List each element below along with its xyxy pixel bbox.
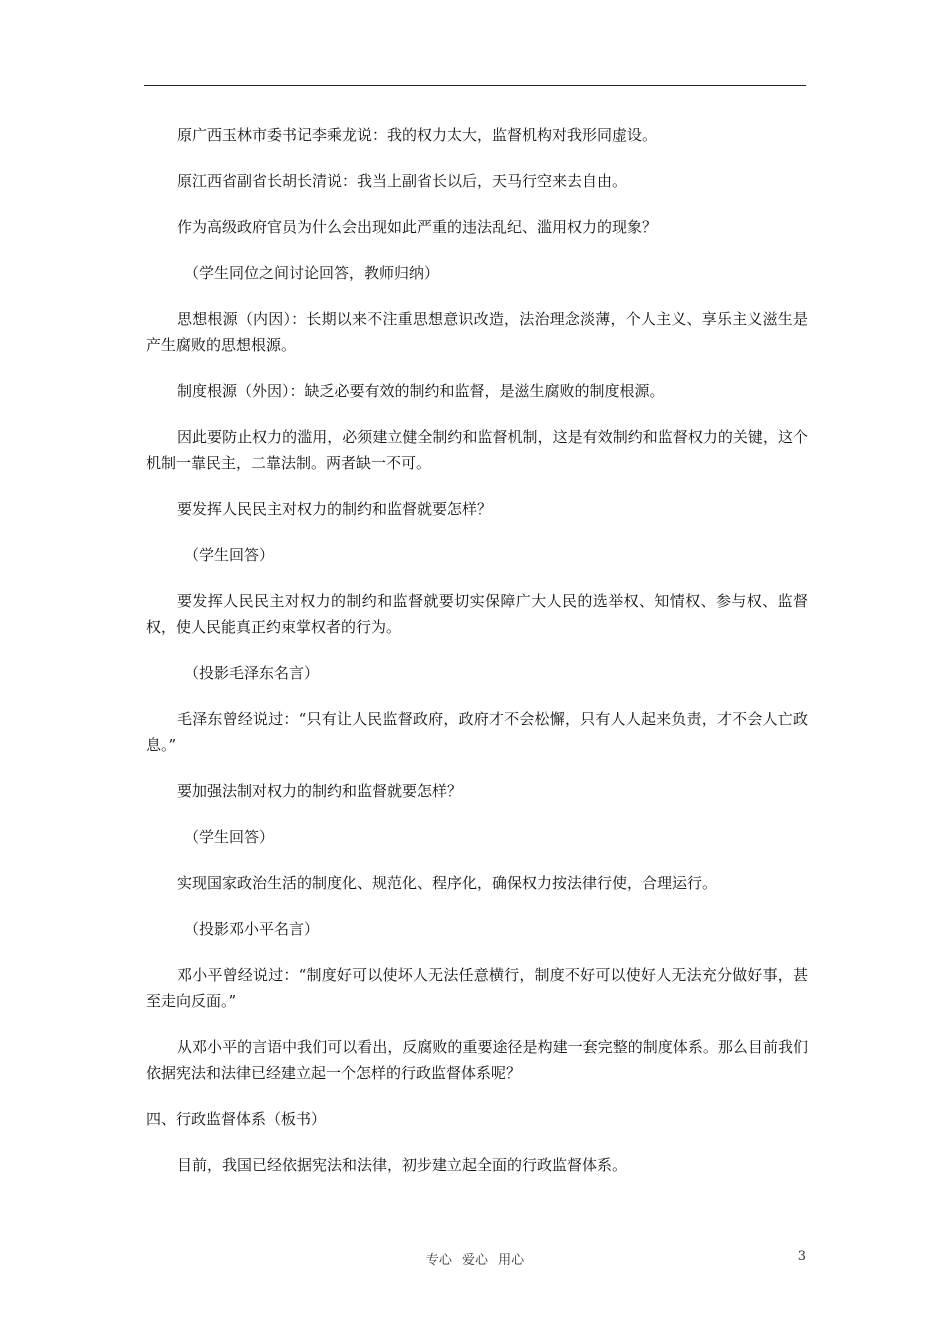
paragraph: 毛泽东曾经说过：“只有让人民监督政府，政府才不会松懈，只有人人起来负责，才不会人亡政息。” [146, 710, 808, 754]
page-number: 3 [797, 1249, 806, 1264]
paragraph: 目前，我国已经依据宪法和法律，初步建立起全面的行政监督体系。 [177, 1156, 628, 1174]
paragraph: 实现国家政治生活的制度化、规范化、程序化，确保权力按法律行使，合理运行。 [177, 874, 718, 892]
paragraph-note: （投影毛泽东名言） [184, 664, 320, 682]
section-heading: 四、行政监督体系（板书） [146, 1110, 327, 1128]
paragraph: 要发挥人民民主对权力的制约和监督就要切实保障广大人民的选举权、知情权、参与权、监督权，使人民能真正约束掌权者的行为。 [146, 592, 808, 636]
page-footer [0, 1249, 950, 1269]
paragraph: 思想根源（内因）：长期以来不注重思想意识改造，法治理念淡薄，个人主义、享乐主义滋生是产生腐败的思想根源。 [146, 310, 808, 354]
paragraph: 原广西玉林市委书记李乘龙说：我的权力太大，监督机构对我形同虚设。 [177, 126, 658, 144]
paragraph-note: （投影邓小平名言） [184, 920, 320, 938]
paragraph: 邓小平曾经说过：“制度好可以使坏人无法任意横行，制度不好可以使好人无法充分做好事，甚至走向反面。” [146, 966, 808, 1010]
paragraph-note: （学生同位之间讨论回答，教师归纳） [184, 264, 440, 282]
paragraph: 因此要防止权力的滥用，必须建立健全制约和监督机制，这是有效制约和监督权力的关键，这个机制一靠民主，二靠法制。两者缺一不可。 [146, 428, 808, 472]
paragraph: 原江西省副省长胡长清说：我当上副省长以后，天马行空来去自由。 [177, 172, 628, 190]
paragraph-note: （学生回答） [184, 546, 275, 564]
paragraph: 作为高级政府官员为什么会出现如此严重的违法乱纪、滥用权力的现象？ [177, 218, 658, 236]
footer-slogan: 专心 爱心 用心 [425, 1253, 525, 1268]
paragraph: 从邓小平的言语中我们可以看出，反腐败的重要途径是构建一套完整的制度体系。那么目前我们依据宪法和法律已经建立起一个怎样的行政监督体系呢？ [146, 1038, 808, 1082]
paragraph: 要发挥人民民主对权力的制约和监督就要怎样？ [177, 500, 493, 518]
paragraph: 要加强法制对权力的制约和监督就要怎样？ [177, 782, 463, 800]
paragraph-note: （学生回答） [184, 828, 275, 846]
paragraph: 制度根源（外因）：缺乏必要有效的制约和监督，是滋生腐败的制度根源。 [177, 382, 665, 400]
header-rule [144, 85, 806, 86]
document-body [146, 122, 808, 1198]
